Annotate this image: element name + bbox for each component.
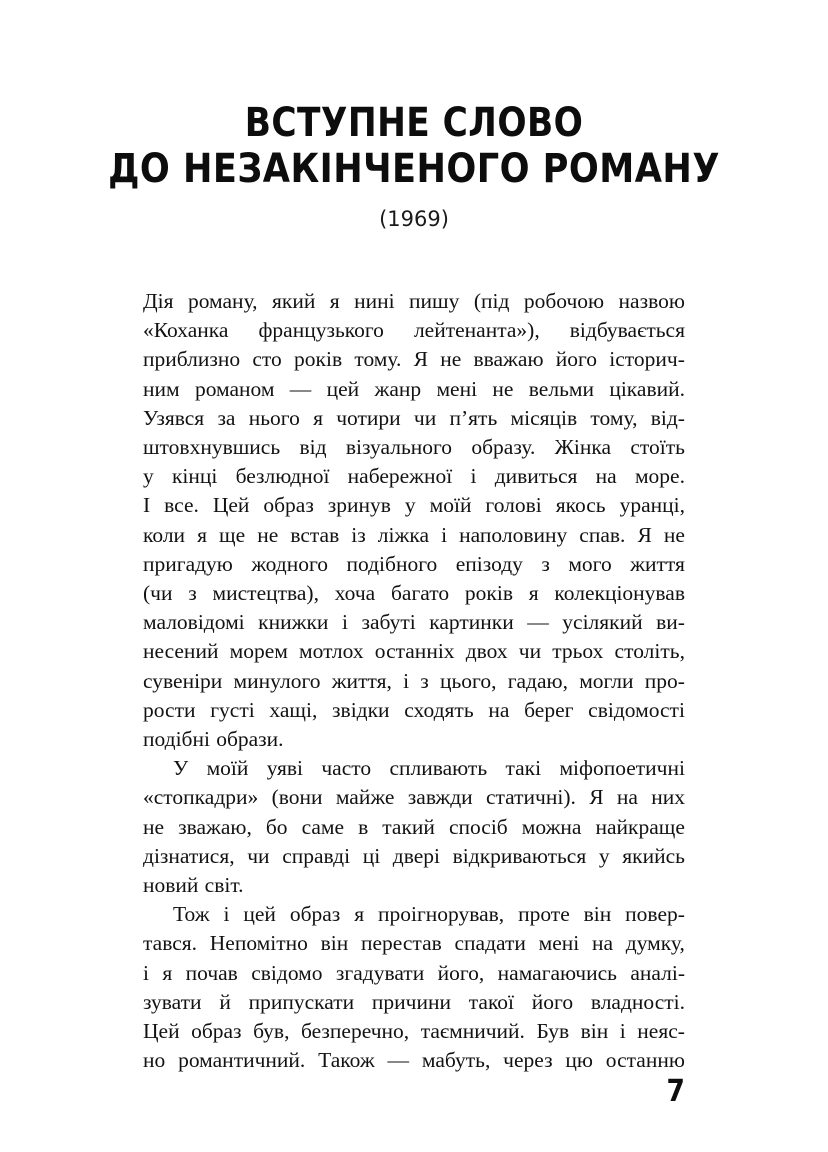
word: на (592, 931, 614, 956)
word: набережної (347, 464, 453, 489)
word: нього (248, 405, 300, 430)
word: образ (263, 493, 314, 518)
word: владності. (590, 989, 685, 1014)
word: маловідомі (143, 610, 245, 635)
word: жодного (251, 551, 329, 576)
word: завжди (407, 785, 473, 810)
text-line (143, 959, 685, 988)
word: (чи (143, 581, 173, 606)
word: море. (634, 464, 685, 489)
word: причини (371, 989, 451, 1014)
word: мого (568, 551, 612, 576)
text-line (143, 404, 685, 433)
word: забуті (361, 610, 416, 635)
body-text (143, 287, 685, 1075)
paragraph (143, 287, 685, 754)
text-line (143, 316, 685, 345)
word: чи (518, 639, 542, 664)
word: найкраще (595, 814, 685, 839)
text-line (143, 287, 685, 316)
word: від (299, 435, 327, 460)
word: цей (326, 376, 360, 401)
word: тому, (590, 405, 638, 430)
word: назвою (618, 289, 685, 313)
text-line (143, 462, 685, 491)
word: спливають (389, 756, 488, 781)
word: життя (630, 551, 685, 576)
word: цей (243, 902, 276, 927)
word: повер- (625, 902, 685, 927)
word: рости (143, 697, 196, 722)
word: уранці, (619, 493, 685, 518)
word: з (188, 581, 197, 606)
word: У (173, 756, 189, 781)
word: його, (437, 960, 485, 985)
word: мистецтва), (212, 581, 319, 606)
text-line (143, 550, 685, 579)
word: — (289, 376, 312, 401)
text-line (143, 345, 685, 374)
word: картинки (429, 610, 514, 635)
word: намагаючись (497, 960, 617, 985)
word: у (143, 464, 154, 489)
text-line (143, 783, 685, 812)
word: аналі- (630, 960, 685, 985)
word: якось (555, 493, 606, 518)
word: за (217, 405, 236, 430)
word: перестав (361, 931, 442, 956)
word: дізнатися, (143, 843, 235, 868)
word: такий (382, 814, 435, 839)
word: статичні). (485, 785, 576, 810)
word: (вони (271, 785, 323, 810)
word: голові (485, 493, 542, 518)
word: колекціонував (554, 581, 685, 606)
word: коли (143, 522, 186, 547)
word: мені (538, 931, 580, 956)
chapter-title (0, 100, 828, 192)
paragraph (143, 754, 685, 900)
word: романтичний. (178, 1048, 306, 1073)
word: й (219, 989, 231, 1014)
word: могли (579, 668, 634, 693)
word: зувати (143, 989, 202, 1014)
word: Також (318, 1048, 375, 1073)
text-line (143, 813, 685, 842)
word: роману, (187, 289, 258, 313)
word: уяві (266, 756, 303, 781)
word: із (351, 522, 366, 547)
word: життя, (331, 668, 392, 693)
word: все. (164, 493, 199, 518)
word: них (651, 785, 685, 810)
word: мені (436, 376, 478, 401)
word: трьох (552, 639, 604, 664)
word: почав (185, 960, 238, 985)
word: морем (229, 639, 288, 664)
word: берег (524, 697, 574, 722)
text-line (143, 637, 685, 666)
word: тому. (354, 347, 402, 372)
word: жанр (374, 376, 422, 401)
word: двох (465, 639, 508, 664)
word: місяців (510, 405, 578, 430)
word: був, (253, 1019, 290, 1044)
word: з (420, 668, 429, 693)
word: справді (282, 843, 351, 868)
word: сходять (404, 697, 474, 722)
word: відбувається (569, 318, 685, 343)
word: вельми (528, 376, 594, 401)
word: ще (219, 522, 246, 547)
word: не (143, 814, 165, 839)
word: французького (258, 318, 384, 343)
word: епізоду (455, 551, 523, 576)
word: і (341, 610, 348, 635)
text-line (143, 1017, 685, 1046)
word: пригадую (143, 551, 233, 576)
word: спадати (454, 931, 526, 956)
word: моїй (206, 756, 249, 781)
word: років (294, 347, 343, 372)
chapter-title-line-2: ДО НЕЗАКІНЧЕНОГО РОМАНУ (108, 146, 720, 192)
word: я (354, 902, 365, 927)
word: неяс- (637, 1019, 685, 1044)
word: у (404, 493, 416, 518)
word: і (143, 960, 149, 985)
word: сто (252, 347, 282, 372)
word: який (271, 289, 316, 313)
word: штовхнувшись (143, 435, 281, 460)
word: чи (413, 405, 437, 430)
word: згадувати (335, 960, 425, 985)
word: звідки (332, 697, 390, 722)
word: книжки (258, 610, 329, 635)
word: образ (289, 902, 341, 927)
word: з (541, 551, 550, 576)
word: якийсь (622, 843, 685, 868)
word: міфопоетичні (559, 756, 685, 781)
word: Був (536, 1019, 570, 1044)
word: через (503, 1048, 553, 1073)
word: років (464, 581, 513, 606)
chapter-title-line-1: ВСТУПНЕ СЛОВО (244, 100, 584, 146)
word: новий (143, 873, 199, 898)
word: не (257, 522, 279, 547)
word: лейтенанта»), (413, 318, 540, 343)
word: Цей (143, 1019, 180, 1044)
word: наполовину (459, 522, 568, 547)
word: подібного (346, 551, 438, 576)
word: останніх (374, 639, 455, 664)
text-line (143, 1046, 685, 1075)
word: на (616, 785, 638, 810)
word: Я (637, 522, 652, 547)
word: «стопкадри» (143, 785, 259, 810)
word: не (492, 376, 514, 401)
word: зважаю, (178, 814, 252, 839)
word: можна (521, 814, 582, 839)
word: відкриваються (452, 843, 587, 868)
chapter-date: (1969) (379, 207, 449, 231)
word: вважаю (473, 347, 544, 372)
word: про- (644, 668, 685, 693)
word: спосіб (448, 814, 508, 839)
text-line (143, 491, 685, 520)
word: нині (354, 289, 395, 313)
word: Я (413, 347, 428, 372)
word: у (598, 843, 610, 868)
text-line (143, 871, 685, 900)
word: пишу (409, 289, 460, 313)
word: п’ять (449, 405, 498, 430)
text-line (143, 842, 685, 871)
word: і (470, 464, 477, 489)
word: густі (210, 697, 255, 722)
word: на (595, 464, 617, 489)
word: ліжка (377, 522, 430, 547)
word: І (143, 493, 151, 518)
text-line (143, 375, 685, 404)
word: Тож (173, 902, 210, 927)
word: безлюдної (235, 464, 330, 489)
word: припускати (248, 989, 355, 1014)
word: хащі, (269, 697, 318, 722)
word: гадаю, (507, 668, 568, 693)
word: і (223, 902, 230, 927)
text-line (143, 667, 685, 696)
word: в (358, 814, 369, 839)
word: такої (468, 989, 515, 1014)
word: я (162, 960, 173, 985)
word: і (441, 522, 448, 547)
word: бо (265, 814, 288, 839)
word: образу. (471, 435, 536, 460)
word: на (488, 697, 510, 722)
word: Непомітно (209, 931, 308, 956)
word: кінці (171, 464, 218, 489)
text-line (143, 433, 685, 462)
word: мотлох (299, 639, 364, 664)
word: образ (191, 1019, 242, 1044)
word: — (387, 1048, 410, 1073)
word: сувеніри (143, 668, 223, 693)
word: «Коханка (143, 318, 229, 343)
word: чи (247, 843, 270, 868)
word: свідомо (251, 960, 323, 985)
word: проігнорував, (377, 902, 505, 927)
word: цю (565, 1048, 593, 1073)
word: і (619, 1019, 626, 1044)
word: не (440, 347, 462, 372)
word: його (531, 989, 574, 1014)
word: дивиться (494, 464, 578, 489)
word: Узявся (143, 405, 205, 430)
word: століть, (614, 639, 685, 664)
word: він (583, 902, 612, 927)
word: минулого (233, 668, 321, 693)
word: ним (143, 376, 180, 401)
text-line (143, 900, 685, 929)
word: проте (518, 902, 570, 927)
word: світ. (204, 873, 244, 898)
word: Цей (212, 493, 250, 518)
word: свідомості (588, 697, 685, 722)
word: він (320, 931, 349, 956)
word: від- (650, 405, 685, 430)
word: несений (143, 639, 219, 664)
word: і (403, 668, 410, 693)
word: подібні (143, 727, 210, 752)
word: приблизно (143, 347, 241, 372)
word: двері (392, 843, 441, 868)
word: Дія (143, 289, 174, 313)
word: хоча (334, 581, 376, 606)
word: мабуть, (421, 1048, 491, 1073)
word: встав (290, 522, 340, 547)
word: я (528, 581, 539, 606)
word: думку, (625, 931, 685, 956)
word: він (580, 1019, 609, 1044)
paragraph (143, 900, 685, 1075)
word: цього, (439, 668, 497, 693)
word: таємничий. (420, 1019, 525, 1044)
word: багато (390, 581, 450, 606)
word: усілякий (562, 610, 643, 635)
word: його (555, 347, 598, 372)
word: я (197, 522, 207, 547)
word: тався. (143, 931, 198, 956)
text-line (143, 929, 685, 958)
word: майже (335, 785, 395, 810)
word: безперечно, (300, 1019, 410, 1044)
word: Я (589, 785, 604, 810)
word: не (663, 522, 685, 547)
word: ви- (656, 610, 685, 635)
word: робочою (523, 289, 605, 313)
text-line (143, 579, 685, 608)
word: стоїть (630, 435, 685, 460)
word: історич- (609, 347, 685, 372)
word: ці (362, 843, 381, 868)
text-line (143, 725, 685, 754)
word: я (313, 405, 323, 430)
word: я (329, 289, 340, 313)
word: но (143, 1048, 166, 1073)
word: останню (605, 1048, 685, 1073)
text-line (143, 696, 685, 725)
text-line (143, 754, 685, 783)
word: зринув (327, 493, 391, 518)
word: саме (301, 814, 345, 839)
word: такі (505, 756, 542, 781)
word: Жінка (554, 435, 612, 460)
word: моїй (429, 493, 472, 518)
word: — (527, 610, 549, 635)
word: цікавий. (609, 376, 685, 401)
word: спав. (579, 522, 626, 547)
text-line (143, 521, 685, 550)
word: образи. (216, 727, 284, 752)
page-number: 7 (666, 1074, 685, 1109)
text-line (143, 608, 685, 637)
word: візуального (345, 435, 453, 460)
word: часто (321, 756, 372, 781)
word: романом (194, 376, 275, 401)
word: (під (473, 289, 510, 313)
text-line (143, 988, 685, 1017)
word: чотири (336, 405, 401, 430)
